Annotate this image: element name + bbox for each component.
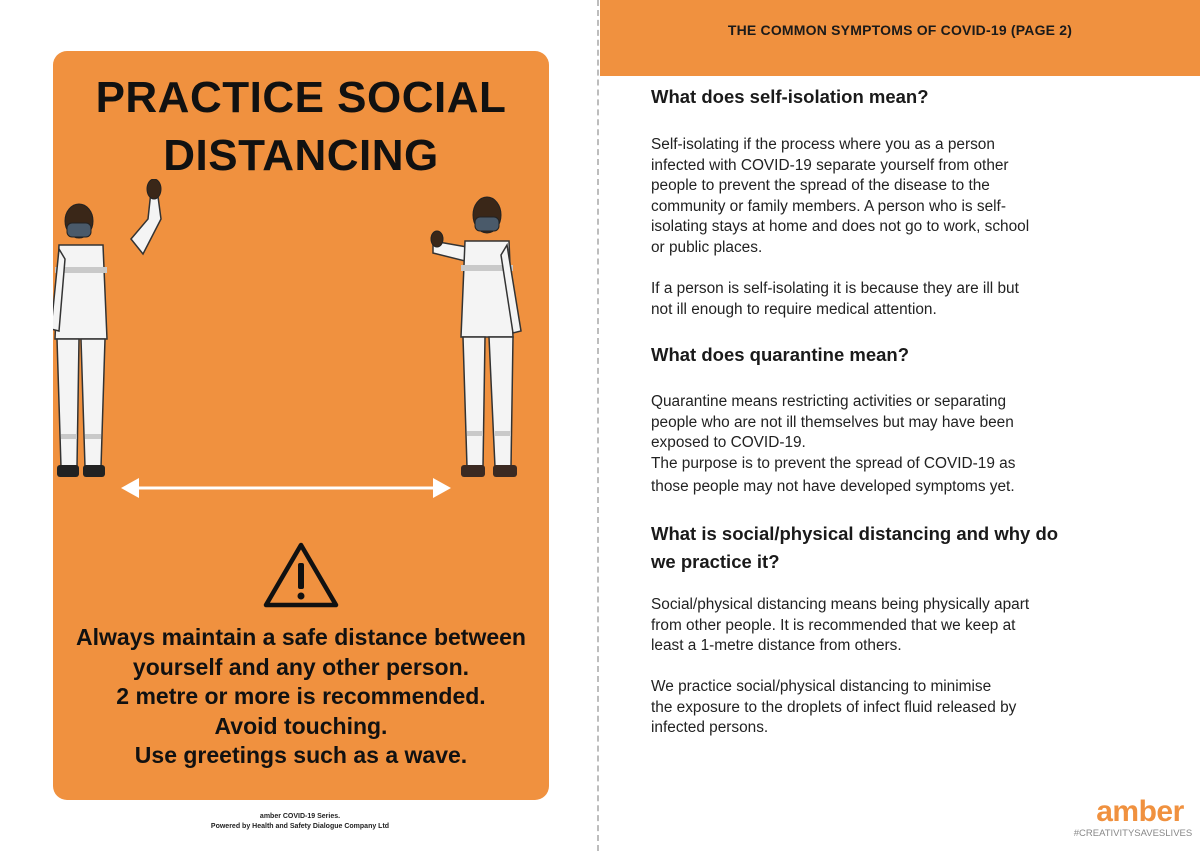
poster-title-line-2: DISTANCING xyxy=(163,131,439,180)
series-credits xyxy=(150,812,450,832)
poster-message-line: yourself and any other person. xyxy=(132,653,470,680)
page-header xyxy=(600,0,1200,76)
text-line: people who are not ill themselves but may have been xyxy=(651,413,1014,431)
logo-tagline: #CREATIVITYSAVESLIVES xyxy=(1073,828,1193,839)
text-line: We practice social/physical distancing to minimise xyxy=(651,678,992,695)
text-line: exposed to COVID-19. xyxy=(651,434,806,451)
text-line: If a person is self-isolating it is because they are ill but xyxy=(651,280,1019,297)
amber-logo: amber xyxy=(1096,795,1184,828)
powered-by: Powered by Health and Safety Dialogue Company Ltd xyxy=(210,823,390,830)
dashed-page-divider xyxy=(597,0,599,851)
waving-worker-illustration xyxy=(53,179,183,479)
poster-title-line-1: PRACTICE SOCIAL xyxy=(95,73,507,122)
text-line: Self-isolating if the process where you as a person xyxy=(651,136,995,153)
poster-title xyxy=(53,69,549,185)
paragraph xyxy=(651,677,1016,739)
paragraph xyxy=(651,595,1029,657)
text-line: community or family members. A person who is self- xyxy=(651,197,1006,215)
paragraph xyxy=(651,279,1019,320)
text-line: the exposure to the droplets of infect fluid released by xyxy=(651,698,1017,716)
text-line: The purpose is to prevent the spread of COVID-19 as xyxy=(651,454,1016,472)
text-line: not ill enough to require medical attention. xyxy=(651,300,937,318)
double-arrow-icon xyxy=(121,476,451,500)
poster-message xyxy=(53,623,549,771)
warning-triangle-icon xyxy=(263,541,339,609)
series-name: amber COVID-19 Series. xyxy=(259,813,341,820)
text-line: or public places. xyxy=(651,238,763,256)
poster-message-line: Use greetings such as a wave. xyxy=(134,742,468,768)
text-line: Quarantine means restricting activities or separating xyxy=(651,393,1007,410)
paragraph xyxy=(651,392,1015,498)
text-line: infected persons. xyxy=(651,719,769,736)
thumbs-up-worker-illustration xyxy=(403,181,543,481)
text-line: from other people. It is recommended that we keep at xyxy=(651,616,1016,634)
text-line: people to prevent the spread of the disease to the xyxy=(651,177,990,194)
question-heading: What does quarantine mean? xyxy=(651,344,910,365)
social-distancing-poster xyxy=(53,51,549,800)
text-line: Social/physical distancing means being physically apart xyxy=(651,596,1030,613)
text-line: those people may not have developed symptoms yet. xyxy=(651,478,1015,495)
question-heading-line: What is social/physical distancing and why do xyxy=(651,523,1059,544)
poster-message-line: 2 metre or more is recommended. xyxy=(116,683,486,709)
question-heading: What does self-isolation mean? xyxy=(651,86,929,107)
question-heading-line: we practice it? xyxy=(651,551,780,572)
text-line: isolating stays at home and does not go to work, school xyxy=(651,218,1030,235)
text-line: least a 1-metre distance from others. xyxy=(651,637,902,654)
poster-message-line: Avoid touching. xyxy=(214,712,388,739)
poster-message-line: Always maintain a safe distance between xyxy=(76,624,526,650)
page-title: THE COMMON SYMPTOMS OF COVID-19 (PAGE 2) xyxy=(727,22,1073,38)
paragraph xyxy=(651,135,1029,258)
question-heading xyxy=(651,520,1058,576)
text-line: infected with COVID-19 separate yourself from other xyxy=(651,156,1009,174)
